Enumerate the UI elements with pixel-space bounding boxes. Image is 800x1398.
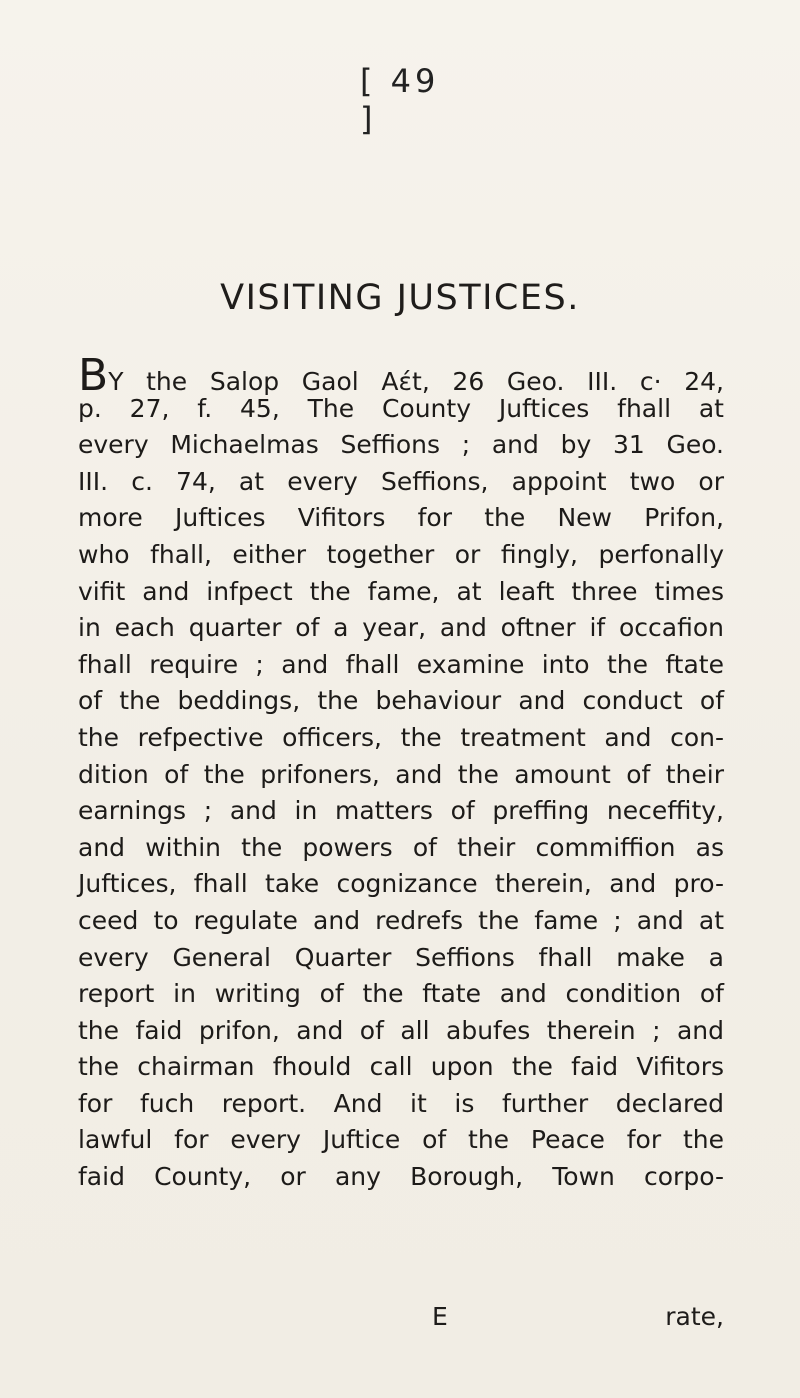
text-line bbox=[78, 350, 724, 401]
text-line: the chairman fhould call upon the faid Vifitors bbox=[78, 1052, 724, 1082]
text-line: in each quarter of a year, and oftner if occafion bbox=[78, 613, 724, 643]
text-line: earnings ; and in matters of preffing neceffity, bbox=[78, 796, 724, 826]
text-line: for fuch report. And it is further declared bbox=[78, 1088, 724, 1118]
text-line: who fhall, either together or fingly, perfonally bbox=[78, 539, 724, 569]
text-line: every General Quarter Seffions fhall make a bbox=[78, 942, 724, 972]
page-footer bbox=[78, 1302, 724, 1342]
first-line-text: Y the Salop Gaol Aɛ́t, 26 Geo. III. c· 24, bbox=[108, 367, 724, 396]
signature-mark: E bbox=[432, 1302, 448, 1331]
text-line: lawful for every Juftice of the Peace for the bbox=[78, 1125, 724, 1155]
text-line: every Michaelmas Seffions ; and by 31 Geo. bbox=[78, 430, 724, 460]
text-line: Juftices, fhall take cognizance therein, and pro- bbox=[78, 869, 724, 899]
text-line: dition of the prifoners, and the amount of their bbox=[78, 759, 724, 789]
text-line: fhall require ; and fhall examine into the ftate bbox=[78, 649, 724, 679]
text-line: report in writing of the ftate and condition of bbox=[78, 979, 724, 1009]
text-line: p. 27, f. 45, The County Juftices fhall at bbox=[78, 393, 724, 423]
catchword: rate, bbox=[665, 1302, 724, 1331]
text-line: faid County, or any Borough, Town corpo- bbox=[78, 1162, 724, 1192]
text-line: vifit and infpect the fame, at leaft three times bbox=[78, 576, 724, 606]
text-line: of the beddings, the behaviour and conduct of bbox=[78, 686, 724, 716]
text-line: and within the powers of their commiffion as bbox=[78, 832, 724, 862]
page-number: [ 49 ] bbox=[360, 62, 440, 138]
text-line: III. c. 74, at every Seffions, appoint two or bbox=[78, 466, 724, 496]
text-line: ceed to regulate and redrefs the fame ; and at bbox=[78, 905, 724, 935]
section-heading: VISITING JUSTICES. bbox=[220, 278, 580, 318]
text-line: the refpective officers, the treatment and con- bbox=[78, 722, 724, 752]
text-line: the faid prifon, and of all abufes therein ; and bbox=[78, 1015, 724, 1045]
text-line: more Juftices Vifitors for the New Prifon, bbox=[78, 503, 724, 533]
drop-cap: B bbox=[78, 350, 109, 401]
body-paragraph bbox=[78, 350, 724, 1196]
